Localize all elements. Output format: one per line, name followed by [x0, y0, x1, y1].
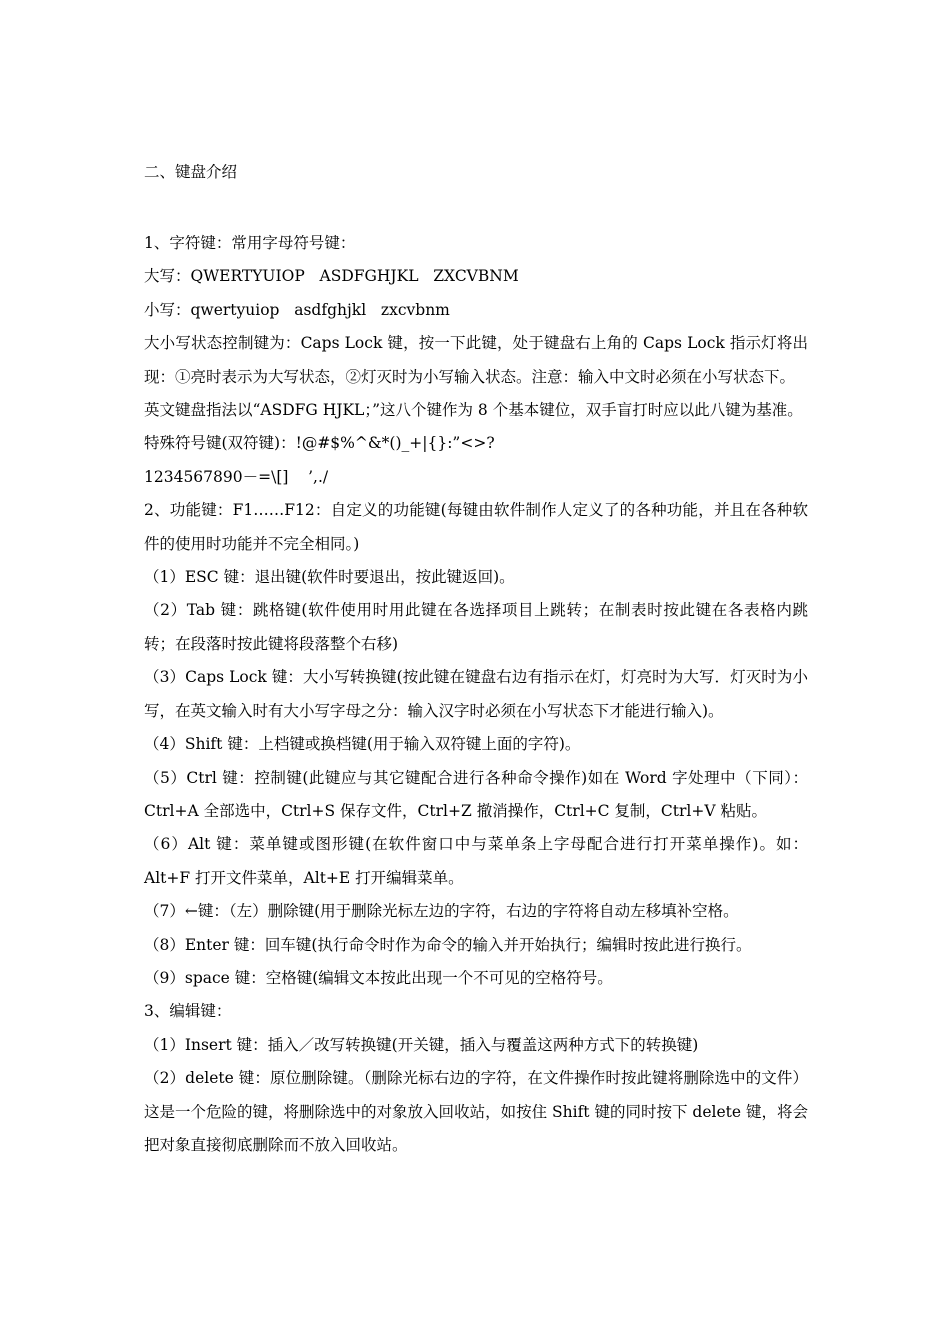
paragraph-alt-key: （6）Alt 键：菜单键或图形键(在软件窗口中与菜单条上字母配合进行打开菜单操作)。如：Alt+F 打开文件菜单，Alt+E 打开编辑菜单。: [144, 835, 808, 887]
paragraph-lowercase: 小写：qwertyuiop asdfghjkl zxcvbnm: [144, 300, 450, 319]
paragraph-delete-key: （2）delete 键：原位删除键。（删除光标右边的字符，在文件操作时按此键将删除选中的文件）这是一个危险的键，将删除选中的对象放入回收站，如按住 Shift 键的同时按下 delete 键，将会把对象直接彻底删除而不放入回收站。: [144, 1069, 808, 1154]
paragraph-insert-key: （1）Insert 键：插入／改写转换键(开关键，插入与覆盖这两种方式下的转换键): [144, 1035, 699, 1054]
paragraph-tab-key: （2）Tab 键：跳格键(软件使用时用此键在各选择项目上跳转；在制表时按此键在各表格内跳转；在段落时按此键将段落整个右移): [144, 601, 808, 653]
paragraph-shift-key: （4）Shift 键：上档键或换档键(用于输入双符键上面的字符)。: [144, 735, 581, 754]
paragraph-editing-keys: 3、编辑键：: [144, 1002, 232, 1021]
paragraph-home-row: 英文键盘指法以“ASDFG HJKL；”这八个键作为 8 个基本键位，双手盲打时应以此八键为基准。: [144, 401, 803, 420]
paragraph-caps-lock: 大小写状态控制键为：Caps Lock 键，按一下此键，处于键盘右上角的 Caps Lock 指示灯将出现：①亮时表示为大写状态，②灯灭时为小写输入状态。注意：输入中文时必须在小写状态下。: [144, 334, 808, 386]
paragraph-function-keys: 2、功能键：F1……F12：自定义的功能键(每键由软件制作人定义了的各种功能，并且在各种软件的使用时功能并不完全相同。): [144, 501, 808, 553]
paragraph-esc-key: （1）ESC 键：退出键(软件时要退出，按此键返回)。: [144, 568, 515, 587]
paragraph-space-key: （9）space 键：空格键(编辑文本按此出现一个不可见的空格符号。: [144, 968, 613, 987]
section-heading: 二、键盘介绍: [144, 163, 238, 181]
paragraph-uppercase: 大写：QWERTYUIOP ASDFGHJKL ZXCVBNM: [144, 267, 519, 286]
paragraph-enter-key: （8）Enter 键：回车键(执行命令时作为命令的输入并开始执行；编辑时按此进行换行。: [144, 935, 752, 954]
paragraph-character-keys: 1、字符键：常用字母符号键：: [144, 234, 356, 252]
paragraph-ctrl-key: （5）Ctrl 键：控制键(此键应与其它键配合进行各种命令操作)如在 Word 字处理中（下同）：Ctrl+A 全部选中，Ctrl+S 保存文件，Ctrl+Z 撤消操作，Ctrl+C 复制，Ctrl+V 粘贴。: [144, 768, 808, 820]
paragraph-caps-lock-key: （3）Caps Lock 键：大小写转换键(按此键在键盘右边有指示在灯，灯亮时为大写．灯灭时为小写，在英文输入时有大小写字母之分：输入汉字时必须在小写状态下才能进行输入)。: [144, 668, 808, 720]
paragraph-number-row: 1234567890－=\[] ’,./: [144, 467, 329, 486]
paragraph-backspace-key: （7）←键：（左）删除键(用于删除光标左边的字符，右边的字符将自动左移填补空格。: [144, 902, 739, 921]
paragraph-special-symbols: 特殊符号键(双符键)：!@#$%^&*()_+|{}:”<>?: [144, 434, 495, 453]
document-body: [144, 227, 808, 1162]
